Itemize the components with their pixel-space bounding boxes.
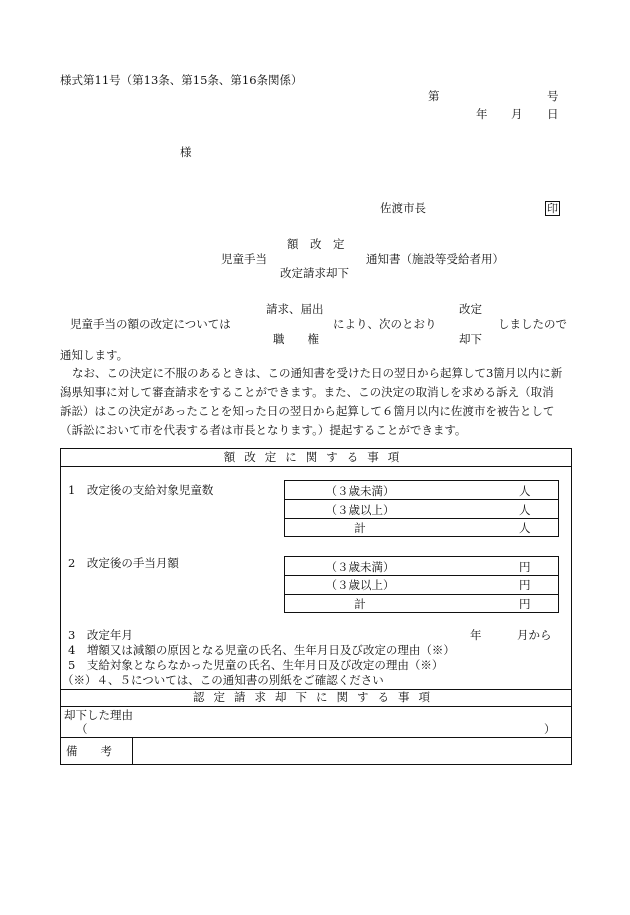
item1-row-label: 計 [354,521,366,535]
divider [60,466,572,467]
item2-row-unit: 円 [519,578,531,592]
title-left: 児童手当 [221,252,267,266]
lead-main-left: 児童手当の額の改定については [70,317,231,331]
item2-label: 2 改定後の手当月額 [68,556,179,570]
addressee-honorific: 様 [180,145,192,159]
section-amount-header: 額改定に関する事項 [223,450,409,464]
item2-row-unit: 円 [519,597,531,611]
lead-option-revision: 改定 [459,302,482,316]
doc-number-suffix: 号 [547,89,559,103]
item5-label: 5 支給対象とならなかった児童の氏名、生年月日及び改定の理由（※） [68,658,444,672]
divider [284,594,559,595]
item2-row-label: （３歳未満） [325,560,395,574]
divider [60,737,572,738]
divider [132,737,133,765]
remarks-label: 備 考 [66,744,112,758]
item3-label: 3 改定年月 [68,628,133,642]
doc-number-prefix: 第 [428,89,440,103]
divider [284,575,559,576]
notice-line: 訴訟）はこの決定があったことを知った日の翌日から起算して６箇月以内に佐渡市を被告として [60,404,555,418]
item1-row-label: （３歳以上） [325,503,395,517]
attachment-note: （※）４、５については、この通知書の別紙をご確認ください [62,673,384,687]
item3-year: 年 [470,628,482,642]
item1-row-unit: 人 [519,521,531,535]
item3-month-from: 月から [517,628,552,642]
item2-row-unit: 円 [519,560,531,574]
reject-paren-open: （ [76,722,88,736]
seal-mark: 印 [547,202,558,215]
title-option-amount-change: 額 改 定 [287,237,345,251]
section-reject-header: 認定請求却下に関する事項 [193,690,439,704]
item1-row-label: （３歳未満） [325,484,395,498]
lead-option-reject: 却下 [459,332,482,346]
lead-option-authority: 職 権 [273,332,319,346]
lead-main-mid: により、次のとおり [333,317,437,331]
divider [284,499,559,500]
title-option-rejection: 改定請求却下 [280,266,349,280]
item4-label: 4 増額又は減額の原因となる児童の氏名、生年月日及び改定の理由（※） [68,643,455,657]
notice-line: 潟県知事に対して審査請求をすることができます。また、この決定の取消しを求める訴え（取消 [60,385,554,399]
date-month: 月 [511,107,523,121]
item1-label: 1 改定後の支給対象児童数 [68,483,214,497]
lead-line2: 通知します。 [60,348,129,362]
item1-row-unit: 人 [519,484,531,498]
reject-paren-close: ） [544,722,556,736]
lead-option-request: 請求、届出 [266,302,324,316]
item2-row-label: （３歳以上） [325,578,395,592]
item1-row-unit: 人 [519,503,531,517]
notice-line: （訴訟において市を代表する者は市長となります。）提起することができます。 [60,423,467,437]
reject-reason-label: 却下した理由 [64,708,133,722]
item2-row-label: 計 [354,597,366,611]
date-year: 年 [476,107,488,121]
title-right: 通知書（施設等受給者用） [366,252,504,266]
issuer-name: 佐渡市長 [380,201,426,215]
divider [60,706,572,707]
date-day: 日 [547,107,559,121]
lead-main-right: しましたので [498,317,567,331]
notice-line: なお、この決定に不服のあるときは、この通知書を受けた日の翌日から起算して3箇月以内に新 [72,366,563,380]
form-id: 様式第11号（第13条、第15条、第16条関係） [60,73,303,87]
divider [284,518,559,519]
